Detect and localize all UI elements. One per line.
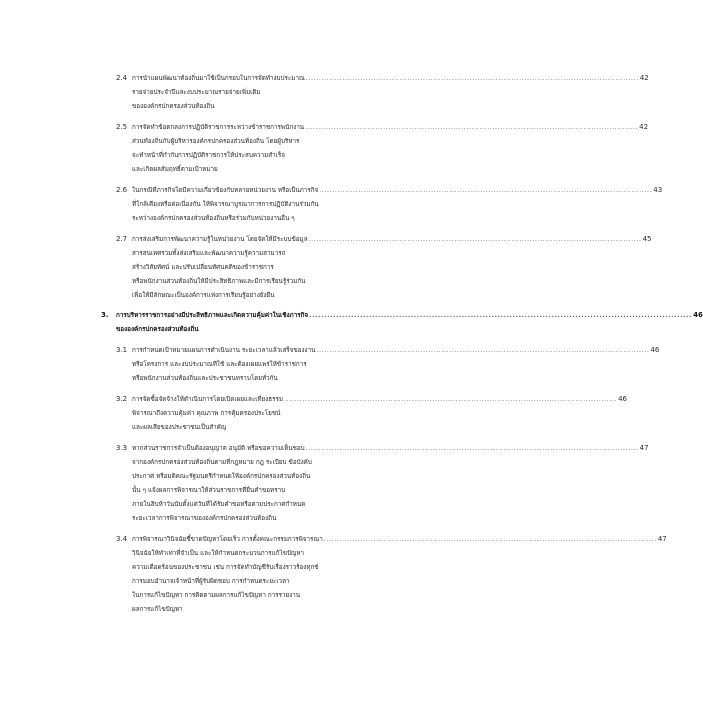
page-number: 46 <box>618 395 627 403</box>
entry-text-line: รายจ่ายประจำปีและงบประมาณรายจ่ายเพิ่มเติม <box>132 89 261 96</box>
entry-text-line: การพิจารณาวินิจฉัยชี้ขาดปัญหาโดยเร็ว การตั้งคณะกรรมการพิจารณา <box>132 536 323 543</box>
section-number: 3. <box>101 311 109 319</box>
entry-number: 3.4 <box>116 535 128 543</box>
entry-text-line: การมอบอำนาจเจ้าหน้าที่ผู้รับผิดชอบ การกำหนดระยะเวลา <box>132 578 290 585</box>
entry-text-line: การนำแผนพัฒนาท้องถิ่นมาใช้เป็นกรอบในการจัดทำงบประมาณ <box>132 75 305 82</box>
page-number: 45 <box>642 235 652 243</box>
entry-text-line: สร้างวิสัยทัศน์ และปรับเปลี่ยนทัศนคติของข้าราชการ <box>132 264 274 271</box>
page-number: 46 <box>693 311 703 319</box>
entry-text-line: ขององค์กรปกครองส่วนท้องถิ่น <box>132 103 215 110</box>
leader-dots: ................................................................................................................................ <box>305 75 639 82</box>
leader-dots: ................................................................................................................................ <box>284 396 618 403</box>
entry-text-line: หรือพนักงานส่วนท้องถิ่นให้มีประสิทธิภาพและมีการเรียนรู้ร่วมกัน <box>132 278 306 285</box>
entry-text-line: การจัดทำข้อตกลงการปฏิบัติราชการระหว่างข้าราชการพนักงาน <box>132 124 305 131</box>
entry-text-line: การส่งเสริมการพัฒนาความรู้ในหน่วยงาน โดยจัดให้มีระบบข้อมูล <box>132 236 308 243</box>
entry-text-line: วินิจฉัยให้ทำเท่าที่จำเป็น และให้กำหนดกระบวนการแก้ไขปัญหา <box>132 550 305 557</box>
entry-number: 2.4 <box>116 74 128 82</box>
entry-text-line: การกำหนดเป้าหมายแผนการดำเนินงาน ระยะเวลาแล้วเสร็จของงาน <box>132 347 316 354</box>
entry-number: 3.3 <box>116 444 128 452</box>
leader-dots: ................................................................................................................................ <box>323 536 657 543</box>
entry-text-line: และเกิดผลสัมฤทธิ์ตามเป้าหมาย <box>132 166 218 173</box>
entry-text-line: ภายในสิบห้าวันนับตั้งแต่วันที่ได้รับคำขอหรือตามประกาศกำหนด <box>132 501 306 508</box>
entry-text-line: และผลเสียของประชาชนเป็นสำคัญ <box>132 424 227 431</box>
entry-text-line: การจัดซื้อจัดจ้างให้ดำเนินการโดยเปิดเผยและเที่ยงธรรม <box>132 396 284 403</box>
entry-text-line: จะทำหน้าที่กำกับการปฏิบัติราชการให้ประสบความสำเร็จ <box>132 152 285 159</box>
entry-text-line: ส่วนท้องถิ่นกับผู้บริหารองค์กรปกครองส่วนท้องถิ่น โดยผู้บริหาร <box>132 138 300 145</box>
page-number: 46 <box>650 346 660 354</box>
leader-dots: ................................................................................................................................ <box>309 312 693 319</box>
page-number: 47 <box>639 444 649 452</box>
entry-text-line: ในการแก้ไขปัญหา การติดตามผลการแก้ไขปัญหา การรายงาน <box>132 592 301 599</box>
entry-text-line: ที่ใกล้เคียงหรือต่อเนื่องกัน ให้พิจารณาบูรณาการการปฏิบัติงานร่วมกัน <box>132 201 319 208</box>
entry-text-line: หากส่วนราชการจำเป็นต้องอนุญาต อนุมัติ หรือขอความเห็นชอบ <box>132 445 305 452</box>
page-number: 42 <box>639 74 649 82</box>
entry-text-line: หรือโครงการ และงบประมาณที่ใช้ และต้องเผยแพร่ให้ข้าราชการ <box>132 361 307 368</box>
page-number: 42 <box>639 123 649 131</box>
entry-text-line: พิจารณาถึงความคุ้มค่า คุณภาพ การคุ้มครองประโยชน์ <box>132 410 281 417</box>
entry-text-line: ระยะเวลาการพิจารณาขององค์กรปกครองส่วนท้องถิ่น <box>132 515 277 522</box>
leader-dots: ................................................................................................................................ <box>305 124 639 131</box>
page-number: 43 <box>653 186 663 194</box>
entry-text-line: นั้น ๆ แจ้งผลการพิจารณาให้ส่วนราชการที่ยื่นคำขอทราบ <box>132 487 286 494</box>
entry-text-line: ระหว่างองค์กรปกครองส่วนท้องถิ่นหรือร่วมกับหน่วยงานอื่น ๆ <box>132 215 295 222</box>
entry-text-line: หรือพนักงานส่วนท้องถิ่นและประชาชนทราบโดยทั่วกัน <box>132 375 278 382</box>
leader-dots: ................................................................................................................................ <box>308 236 642 243</box>
entry-text-line: ผลการแก้ไขปัญหา <box>132 606 183 613</box>
section-heading-line: ขององค์กรปกครองส่วนท้องถิ่น <box>116 326 199 333</box>
entry-text-line: เพื่อให้มีลักษณะเป็นองค์การแห่งการเรียนรู้อย่างยั่งยืน <box>132 292 275 299</box>
leader-dots: ................................................................................................................................ <box>305 445 639 452</box>
entry-text-line: ในกรณีที่ภารกิจใดมีความเกี่ยวข้องกับหลายหน่วยงาน หรือเป็นภารกิจ <box>132 187 319 194</box>
entry-number: 2.5 <box>116 123 128 131</box>
entry-text-line: ความเดือดร้อนของประชาชน เช่น การจัดทำบัญชีรับเรื่องราวร้องทุกข์ <box>132 564 319 571</box>
leader-dots: ................................................................................................................................ <box>319 187 653 194</box>
entry-text-line: จากองค์กรปกครองส่วนท้องถิ่นตามที่กฎหมาย กฎ ระเบียบ ข้อบังคับ <box>132 459 312 466</box>
page-number: 47 <box>657 535 667 543</box>
entry-number: 3.1 <box>116 346 128 354</box>
entry-number: 2.7 <box>116 235 128 243</box>
leader-dots: ................................................................................................................................ <box>316 347 650 354</box>
entry-text-line: สารสนเทศรวมทั้งส่งเสริมและพัฒนาความรู้ความสามารถ <box>132 250 286 257</box>
entry-number: 3.2 <box>116 395 128 403</box>
entry-number: 2.6 <box>116 186 128 194</box>
entry-text-line: ประกาศ หรือมติคณะรัฐมนตรีกำหนดให้องค์กรปกครองส่วนท้องถิ่น <box>132 473 311 480</box>
section-heading-line: การบริหารราชการอย่างมีประสิทธิภาพและเกิดความคุ้มค่าในเชิงภารกิจ <box>116 312 309 319</box>
